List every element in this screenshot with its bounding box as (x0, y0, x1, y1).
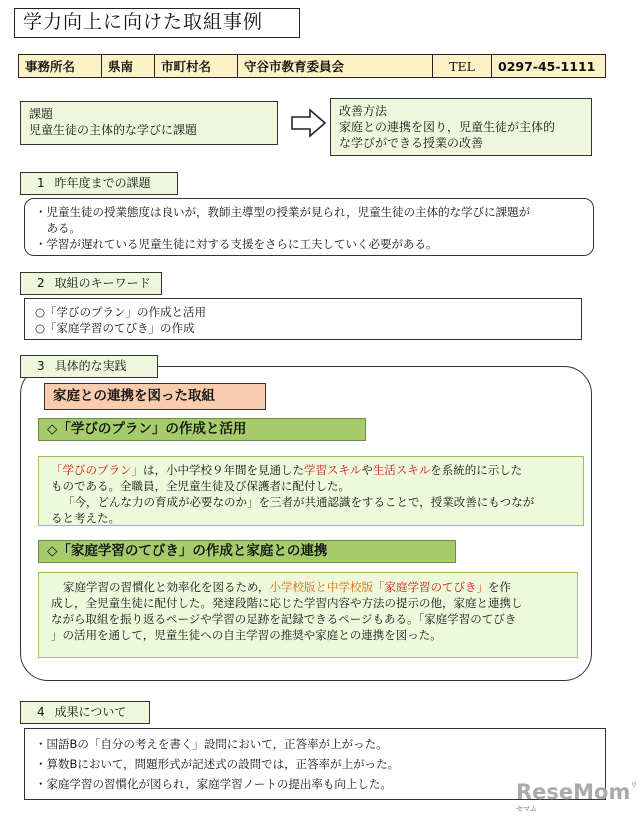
office-label: 事務所名 (19, 55, 102, 78)
issue-bullet-1b: ある。 (35, 221, 81, 235)
guide-text-1: 家庭学習の習慣化と効率化を図るため， (63, 580, 270, 594)
issue-box (20, 101, 278, 145)
tel-value: 0297-45-1111 (492, 55, 606, 78)
guide-line-3: ながら取組を振り返るページや学習の足跡を記録できるページもある。「家庭学習のてびき (51, 612, 517, 626)
section-1-tab (20, 172, 178, 195)
section-4-title: 成果について (54, 705, 127, 719)
section-3-tab (20, 355, 158, 378)
section-2-number: 2 (37, 276, 45, 290)
guide-text-2: を作 (488, 580, 512, 594)
plan-line-2: ものである。全職員，全児童生徒及び保護者に配付した。 (51, 479, 350, 493)
office-value: 県南 (102, 55, 155, 78)
method-line-1: 家庭との連携を図り，児童生徒が主体的 (339, 120, 556, 134)
plan-text-1: は，小中学校９年間を見通した (143, 463, 304, 477)
section-3-title: 具体的な実践 (54, 359, 127, 373)
guide-line-2: 成し，全児童生徒に配付した。発達段階に応じた学習内容や方法の提示の他，家庭と連携し (51, 596, 523, 610)
section-2-box (24, 298, 582, 340)
result-3: ・家庭学習の習慣化が図られ，家庭学習ノートの提出率も向上した。 (35, 777, 392, 791)
plan-red-1: 「学びのプラン」 (51, 463, 143, 477)
method-box (330, 98, 592, 156)
plan-text-2: や (361, 463, 373, 477)
section-4-tab (20, 701, 150, 724)
logo-tm: リセマム (516, 781, 638, 813)
logo-text: ReseMom (516, 780, 631, 804)
guide-line-1 (51, 579, 565, 595)
issue-bullet-1a: ・児童生徒の授業態度は良いが，教師主導型の授業が見られ，児童生徒の主体的な学びに課題が (35, 205, 531, 219)
municipality-label: 市町村名 (155, 55, 238, 78)
section-1-title: 昨年度までの課題 (54, 176, 151, 190)
section-2-tab (20, 272, 162, 295)
section-1-box (24, 198, 594, 256)
method-label: 改善方法 (339, 104, 388, 118)
guide-red-1: 「家庭学習のてびき」 (373, 580, 489, 594)
method-line-2: な学びができる授業の改善 (339, 136, 484, 150)
resemom-logo (516, 780, 640, 828)
plan-line-3: 「今，どんな力の育成が必要なのか」を三者が共通認識をすることで，授業改善にもつなが (63, 495, 535, 509)
section-2-title: 取組のキーワード (54, 276, 151, 290)
section-1-number: 1 (37, 176, 45, 190)
issue-bullet-2: ・学習が遅れている児童生徒に対する支援をさらに工夫していく必要がある。 (35, 237, 438, 251)
plan-red-3: 生活スキル (372, 463, 431, 477)
guide-line-4: 」の活用を通して，児童生徒への自主学習の推奨や家庭との連携を図った。 (51, 628, 442, 642)
info-table (18, 54, 606, 78)
result-1: ・国語Bの「自分の考えを書く」設問において，正答率が上がった。 (35, 737, 388, 751)
page-title: 学力向上に向けた取組事例 (14, 8, 300, 38)
home-collaboration-label: 家庭との連携を図った取組 (44, 383, 266, 410)
guide-heading: ◇「家庭学習のてびき」の作成と家庭との連携 (38, 540, 456, 563)
plan-heading: ◇「学びのプラン」の作成と活用 (38, 418, 366, 441)
tel-label: TEL (433, 55, 492, 78)
issue-text: 児童生徒の主体的な学びに課題 (29, 123, 198, 137)
section-3-number: 3 (37, 359, 45, 373)
guide-orange-1: 小学校版と中学校版 (269, 580, 374, 594)
plan-red-2: 学習スキル (304, 463, 362, 477)
keyword-2: ○「家庭学習のてびき」の作成 (35, 321, 195, 335)
right-arrow-icon (291, 108, 327, 138)
plan-line-1 (51, 462, 571, 478)
plan-text-3: を系統的に示した (430, 463, 523, 477)
municipality-value: 守谷市教育委員会 (238, 55, 433, 78)
issue-label: 課題 (29, 107, 54, 121)
plan-line-4: ると考えた。 (51, 511, 120, 525)
result-2: ・算数Bにおいて，問題形式が記述式の設問では，正答率が上がった。 (35, 757, 400, 771)
keyword-1: ○「学びのプラン」の作成と活用 (35, 305, 207, 319)
section-4-number: 4 (37, 705, 45, 719)
plan-text-box (38, 456, 584, 526)
guide-text-box (38, 572, 578, 658)
